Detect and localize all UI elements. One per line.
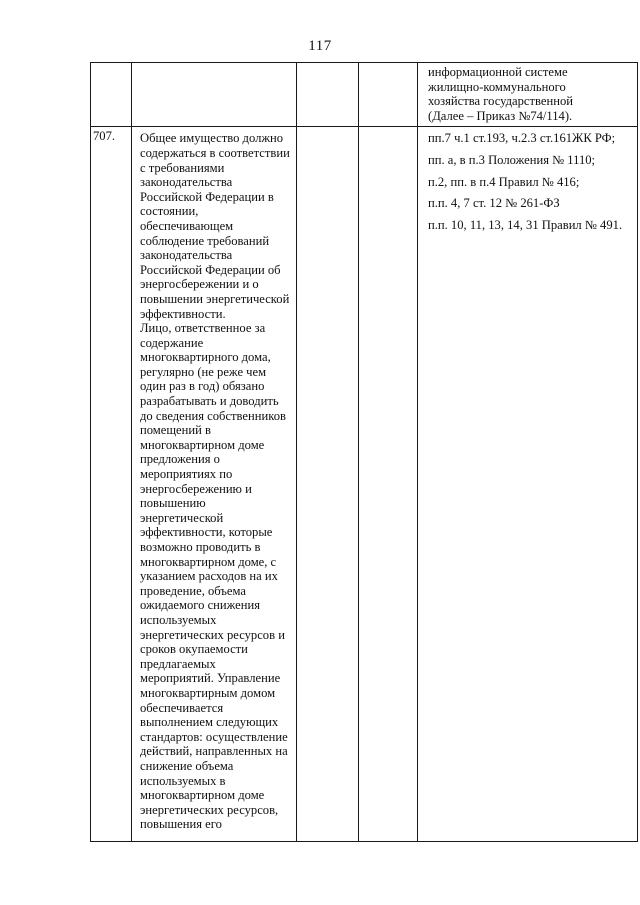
- reference-item: п.п. 10, 11, 13, 14, 31 Правил № 491.: [428, 217, 623, 232]
- reference-item: п.2, пп. в п.4 Правил № 416;: [428, 174, 580, 189]
- references-cell: [418, 127, 638, 842]
- requirement-text: Общее имущество должно содержаться в соответствии с требованиями законодательства Российской Федерации в состоянии, обеспечивающем соблюдение требований законодательства Российской Федерации об энергосбережении и о повышении энергетической эффективности. Лицо, ответственное за содержание многоквартирного дома, регулярно (не реже чем один раз в год) обязано разрабатывать и доводить до сведения собственников помещений в многоквартирном доме предложения о мероприятиях по энергосбережению и повышению энергетической эффективности, которые возможно проводить в многоквартирном доме, с указанием расходов на их проведение, объема ожидаемого снижения используемых энергетических ресурсов и сроков окупаемости предлагаемых мероприятий. Управление многоквартирным домом обеспечивается выполнением следующих стандартов: осуществление действий, направленных на снижение объема используемых в многоквартирном доме энергетических ресурсов, повышения его: [140, 131, 290, 832]
- continuation-reference-text: информационной системе жилищно-коммунального хозяйства государственной (Далее – Приказ №74/114).: [428, 65, 573, 123]
- continuation-reference-cell: [418, 63, 638, 127]
- page-number: 117: [308, 38, 332, 54]
- reference-item: пп.7 ч.1 ст.193, ч.2.3 ст.161ЖК РФ;: [428, 131, 616, 146]
- continuation-col3-cell: [297, 63, 359, 127]
- empty-col3-cell: [297, 127, 359, 842]
- row-number-cell: [91, 127, 132, 842]
- continuation-row: [91, 63, 638, 127]
- reference-item: п.п. 4, 7 ст. 12 № 261-ФЗ: [428, 196, 560, 211]
- row-number: 707.: [93, 129, 116, 144]
- continuation-number-cell: [91, 63, 132, 127]
- reference-item: пп. а, в п.3 Положения № 1110;: [428, 152, 596, 167]
- empty-col4-cell: [359, 127, 418, 842]
- requirement-cell: [132, 127, 297, 842]
- table-row: [91, 127, 638, 842]
- continuation-col4-cell: [359, 63, 418, 127]
- continuation-requirement-cell: [132, 63, 297, 127]
- regulation-table: [90, 62, 638, 842]
